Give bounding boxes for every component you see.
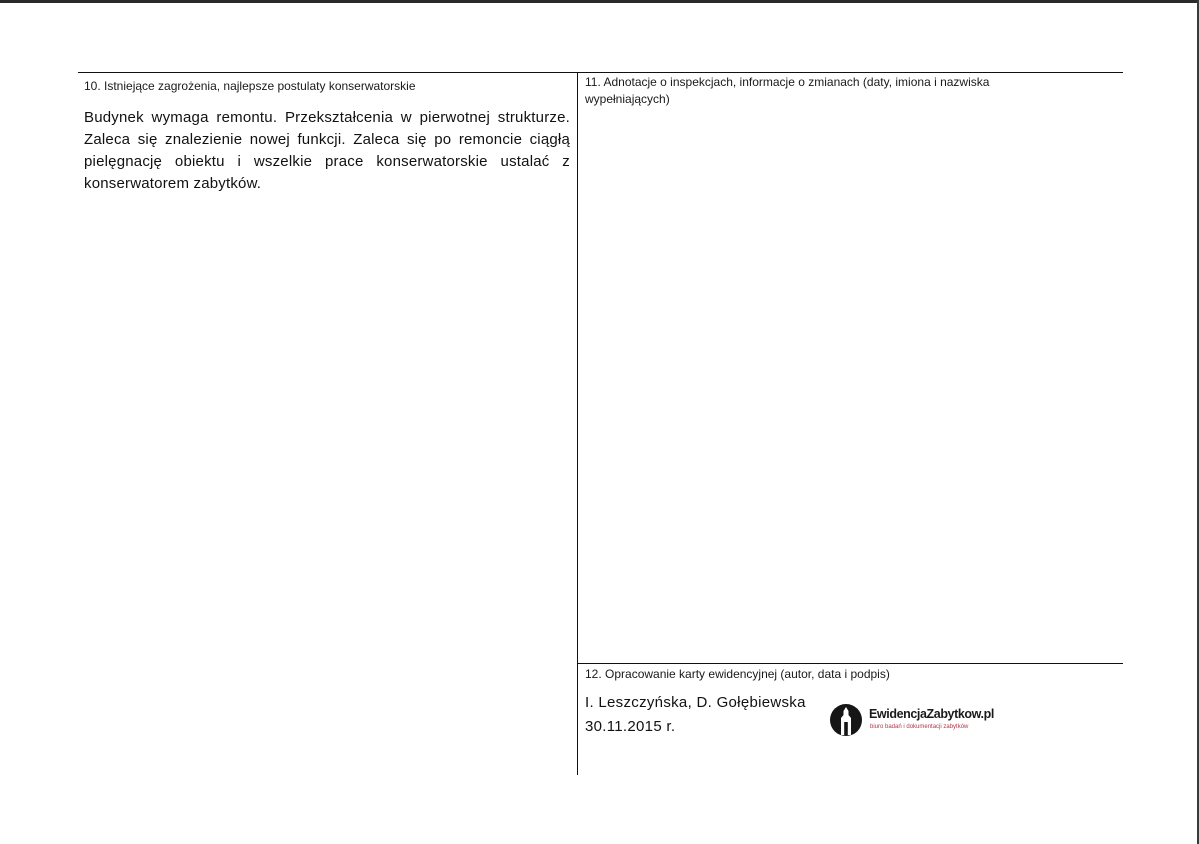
logo-name: EwidencjaZabytkow.pl — [869, 707, 994, 721]
section12-label: 12. Opracowanie karty ewidencyjnej (autor, data i podpis) — [585, 667, 890, 681]
ewidencjazabytkow-logo — [829, 702, 999, 740]
section12-rule — [577, 663, 1123, 664]
section10-label: 10. Istniejące zagrożenia, najlepsze postulaty konserwatorskie — [84, 79, 416, 93]
scan-edge-top — [0, 0, 1199, 3]
logo-tagline: biuro badań i dokumentacji zabytków — [870, 724, 969, 730]
section10-text: Budynek wymaga remontu. Przekształcenia w pierwotnej strukturze. Zaleca się znalezienie nowej funkcji. Zaleca się po remoncie ciągłą pielęgnację obiektu i wszelkie prace konserwatorskie ustalać z konserwatorem zabytków. — [84, 109, 570, 192]
logo-mark-icon — [829, 702, 863, 738]
column-divider — [577, 72, 578, 775]
section11-label: 11. Adnotacje o inspekcjach, informacje o zmianach (daty, imiona i nazwiska wypełniających) — [585, 75, 990, 106]
section12-date: 30.11.2015 r. — [585, 718, 676, 735]
top-rule — [78, 72, 1123, 73]
section12-authors: I. Leszczyńska, D. Gołębiewska — [585, 694, 806, 711]
